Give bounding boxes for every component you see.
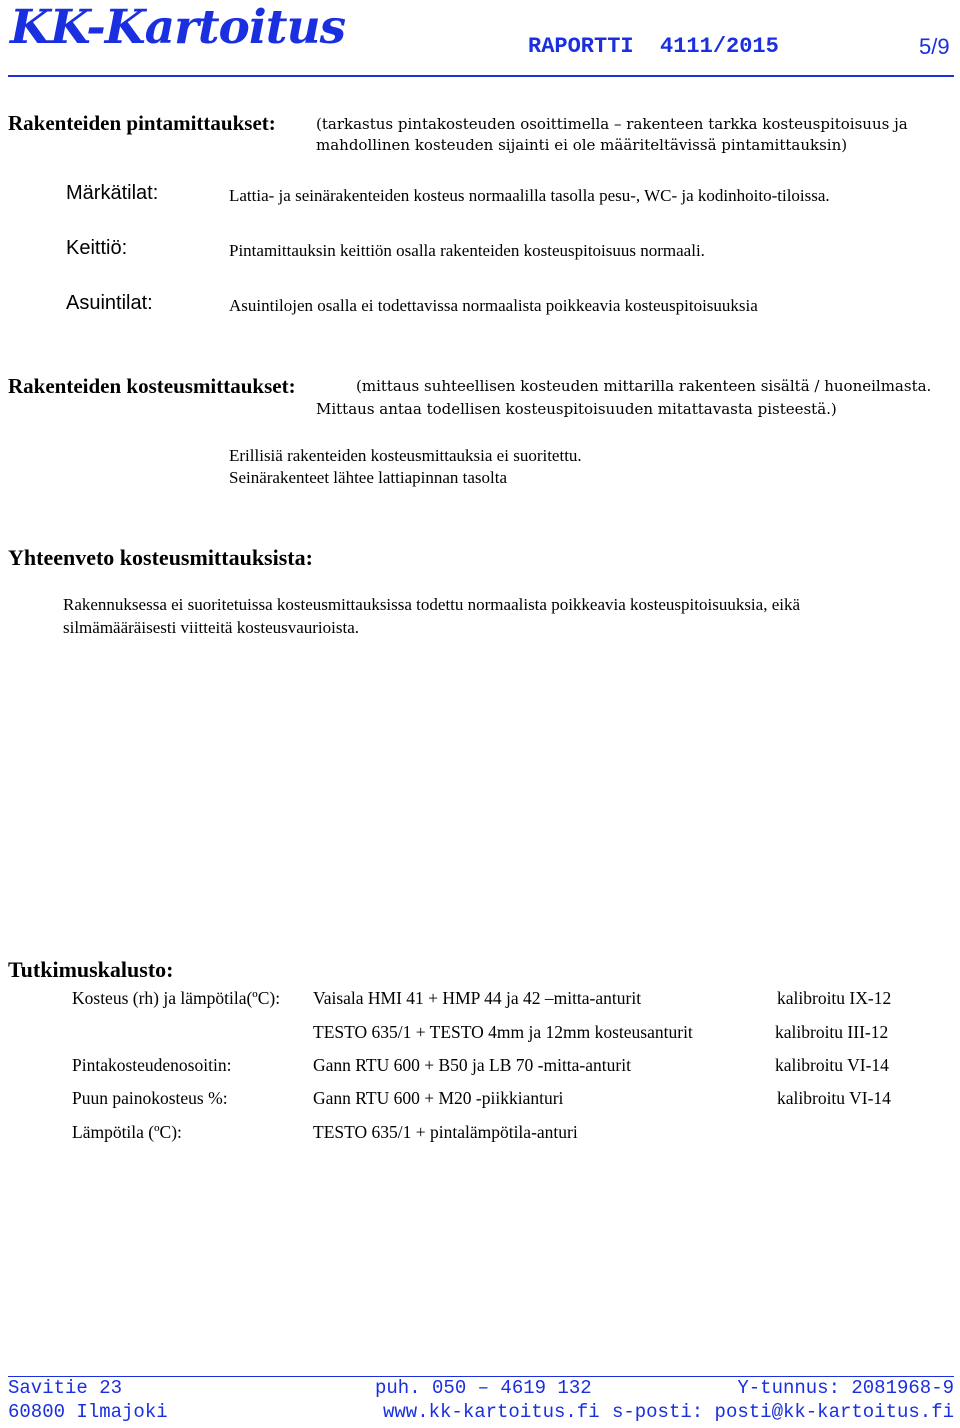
equipment-calibration-testo-moisture: kalibroitu III-12 — [775, 1022, 889, 1042]
kitchen-text: Pintamittauksin keittiön osalla rakenteiden kosteuspitoisuus normaali. — [229, 241, 705, 260]
equipment-label-temperature: Lämpötila (ºC): — [72, 1122, 182, 1142]
living-spaces-label: Asuintilat: — [66, 292, 153, 314]
moisture-text-line2: Seinärakenteet lähtee lattiapinnan tasolta — [229, 468, 508, 487]
equipment-calibration-gann-m20: kalibroitu VI-14 — [777, 1088, 891, 1108]
equipment-label-humidity: Kosteus (rh) ja lämpötila(ºC): — [72, 988, 281, 1008]
moisture-note-line2: Mittaus antaa todellisen kosteuspitoisuuden mitattavasta pisteestä.) — [316, 400, 837, 418]
moisture-note-line1: (mittaus suhteellisen kosteuden mittarilla rakenteen sisältä / huoneilmasta. — [356, 377, 932, 395]
summary-line2: silmämääräisesti viitteitä kosteusvaurioista. — [63, 618, 360, 637]
equipment-device-gann-m20: Gann RTU 600 + M20 -piikkianturi — [313, 1088, 564, 1108]
report-title: RAPORTTI 4111/2015 — [528, 34, 779, 59]
footer-city: 60800 Ilmajoki — [8, 1401, 168, 1423]
footer-website-link[interactable]: www.kk-kartoitus.fi — [383, 1401, 600, 1423]
living-spaces-text: Asuintilojen osalla ei todettavissa normaalista poikkeavia kosteuspitoisuuksia — [229, 296, 758, 315]
header-divider — [8, 75, 954, 77]
wet-rooms-text: Lattia- ja seinärakenteiden kosteus normaalilla tasolla pesu-, WC- ja kodinhoito-tiloissa. — [229, 186, 830, 205]
summary-heading: Yhteenveto kosteusmittauksista: — [8, 545, 313, 570]
equipment-heading: Tutkimuskalusto: — [8, 957, 174, 982]
moisture-text-line1: Erillisiä rakenteiden kosteusmittauksia ei suoritettu. — [229, 446, 582, 465]
equipment-device-vaisala: Vaisala HMI 41 + HMP 44 ja 42 –mitta-anturit — [313, 988, 642, 1008]
equipment-label-surface-indicator: Pintakosteudenosoitin: — [72, 1055, 232, 1075]
surface-note-line2: mahdollinen kosteuden sijainti ei ole määriteltävissä pintamittauksin) — [316, 136, 848, 154]
equipment-label-wood-moisture: Puun painokosteus %: — [72, 1088, 228, 1108]
equipment-device-gann-b50: Gann RTU 600 + B50 ja LB 70 -mitta-anturit — [313, 1055, 631, 1075]
moisture-measurements-heading: Rakenteiden kosteusmittaukset: — [8, 374, 296, 398]
company-logo: KK-Kartoitus — [10, 0, 346, 55]
footer-email-link[interactable]: s-posti: posti@kk-kartoitus.fi — [611, 1401, 954, 1423]
footer-phone: puh. 050 – 4619 132 — [375, 1377, 592, 1399]
kitchen-label: Keittiö: — [66, 237, 128, 259]
summary-line1: Rakennuksessa ei suoritetuissa kosteusmittauksissa todettu normaalista poikkeavia kosteuspitoisuuksia, eikä — [63, 595, 801, 614]
surface-note-line1: (tarkastus pintakosteuden osoittimella – rakenteen tarkka kosteuspitoisuus ja — [316, 115, 908, 133]
equipment-calibration-vaisala: kalibroitu IX-12 — [777, 988, 892, 1008]
wet-rooms-label: Märkätilat: — [66, 182, 159, 204]
equipment-calibration-gann-b50: kalibroitu VI-14 — [775, 1055, 889, 1075]
footer-street: Savitie 23 — [8, 1377, 123, 1399]
equipment-device-testo-moisture: TESTO 635/1 + TESTO 4mm ja 12mm kosteusanturit — [313, 1022, 693, 1042]
surface-measurements-heading: Rakenteiden pintamittaukset: — [8, 111, 276, 135]
page-number: 5/9 — [919, 34, 950, 59]
footer-business-id: Y-tunnus: 2081968-9 — [737, 1377, 954, 1399]
equipment-device-testo-temperature: TESTO 635/1 + pintalämpötila-anturi — [313, 1122, 578, 1142]
